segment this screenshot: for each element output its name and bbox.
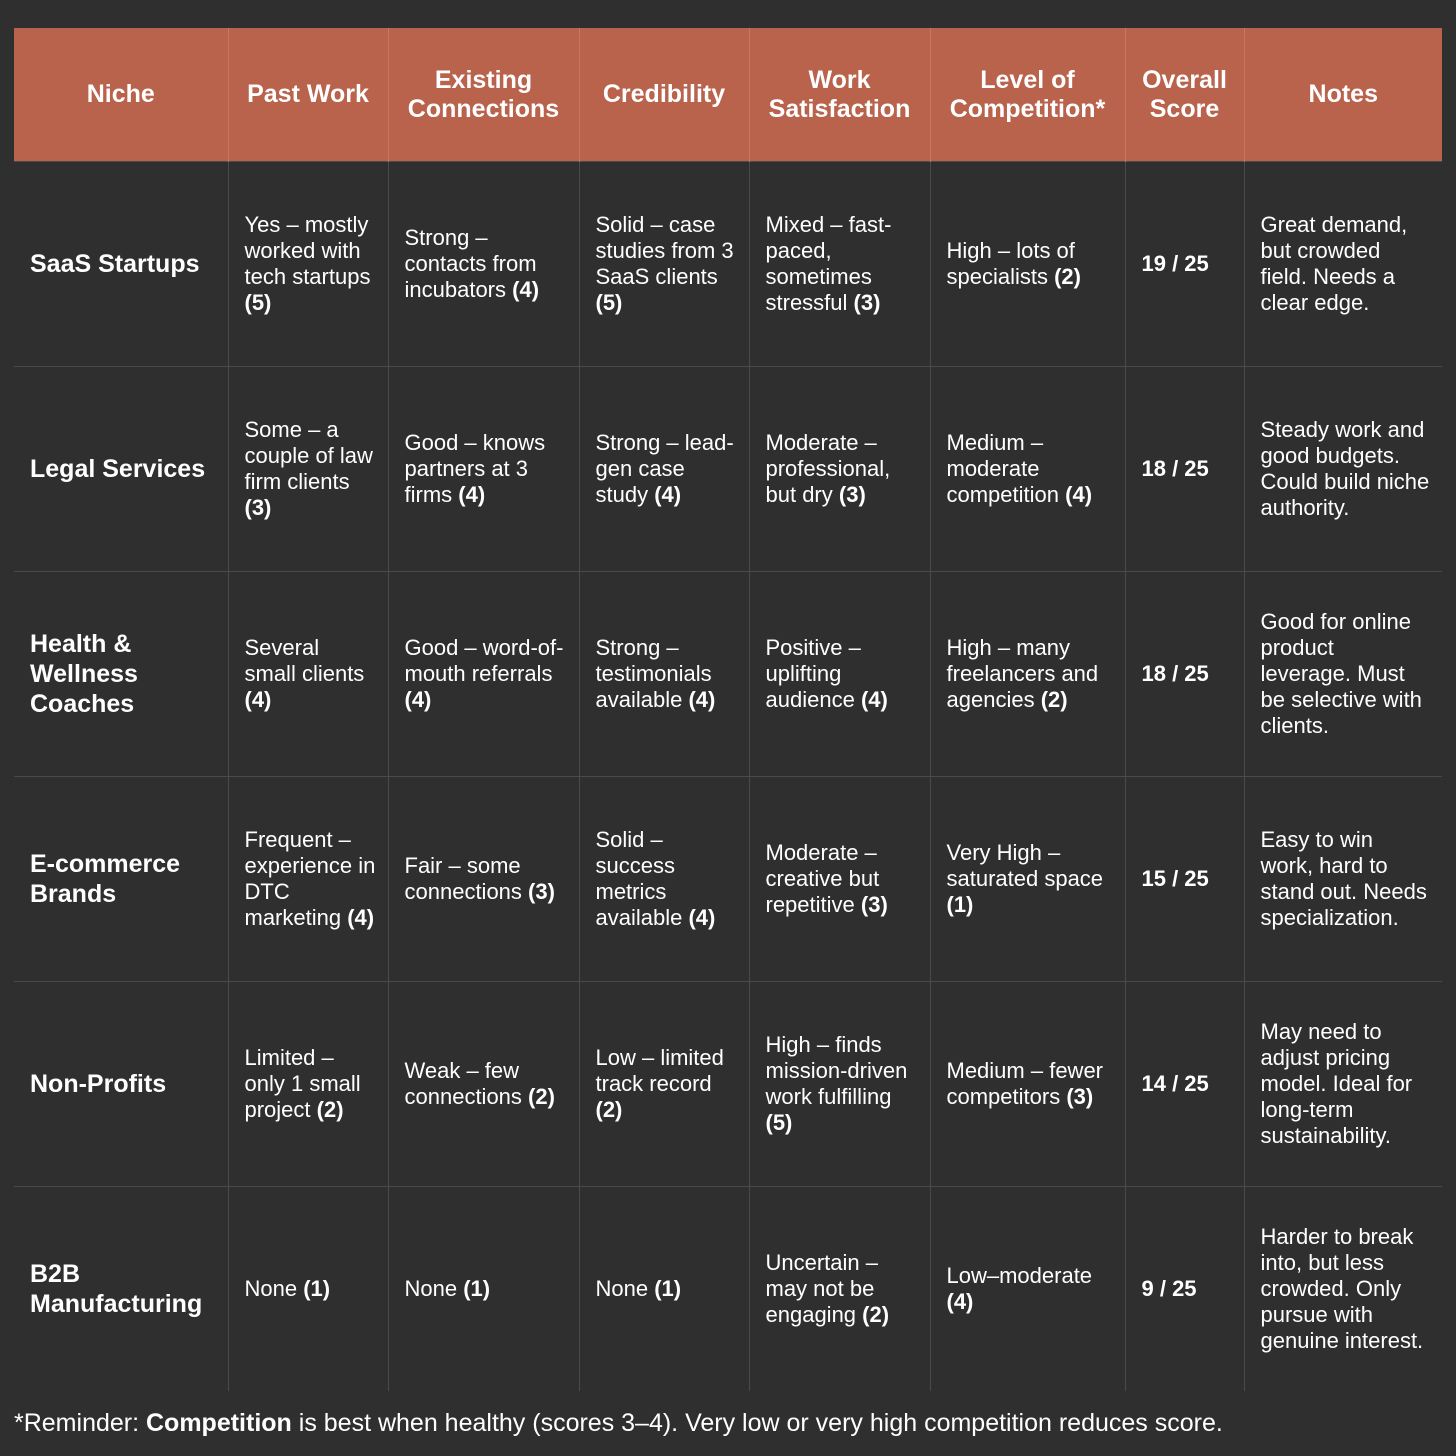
satisfaction-score: (2)	[862, 1302, 890, 1327]
past-work-cell	[228, 367, 388, 572]
overall-score-cell: 14 / 25	[1125, 982, 1244, 1187]
header-credibility: Credibility	[579, 28, 749, 162]
credibility-score: (4)	[654, 482, 682, 507]
overall-score-cell: 19 / 25	[1125, 162, 1244, 367]
competition-cell	[930, 162, 1125, 367]
credibility-text: None	[595, 1276, 649, 1301]
past-work-cell	[228, 777, 388, 982]
header-past-work: Past Work	[228, 28, 388, 162]
satisfaction-cell	[749, 777, 930, 982]
niche-cell: Health & Wellness Coaches	[14, 572, 228, 777]
table-row	[14, 777, 1442, 982]
competition-cell	[930, 367, 1125, 572]
notes-cell: Steady work and good budgets. Could build niche authority.	[1244, 367, 1442, 572]
satisfaction-cell	[749, 367, 930, 572]
satisfaction-text: Uncertain – may not be engaging	[765, 1250, 879, 1327]
header-existing-connections: Existing Connections	[388, 28, 579, 162]
satisfaction-text: High – finds mission-driven work fulfilling	[765, 1032, 908, 1109]
past-work-cell	[228, 1187, 388, 1392]
niche-comparison-table-container	[14, 28, 1442, 1391]
overall-score-cell: 18 / 25	[1125, 572, 1244, 777]
satisfaction-cell	[749, 572, 930, 777]
credibility-cell	[579, 572, 749, 777]
connections-score: (4)	[404, 687, 432, 712]
competition-score: (2)	[1040, 687, 1068, 712]
overall-score-cell: 15 / 25	[1125, 777, 1244, 982]
connections-cell	[388, 982, 579, 1187]
credibility-cell	[579, 982, 749, 1187]
competition-score: (3)	[1066, 1084, 1094, 1109]
connections-cell	[388, 367, 579, 572]
past-work-cell	[228, 982, 388, 1187]
past-work-score: (1)	[303, 1276, 331, 1301]
satisfaction-text: Mixed – fast-paced, sometimes stressful	[765, 212, 892, 315]
credibility-text: Solid – success metrics available	[595, 827, 683, 930]
connections-text: None	[404, 1276, 458, 1301]
satisfaction-score: (3)	[860, 892, 888, 917]
competition-reminder-footnote	[14, 1408, 1223, 1438]
competition-text: Medium – moderate competition	[946, 430, 1060, 507]
competition-cell	[930, 572, 1125, 777]
connections-score: (3)	[528, 879, 555, 904]
competition-score: (4)	[946, 1289, 974, 1314]
competition-score: (2)	[1054, 264, 1081, 289]
connections-text: Fair – some connections	[404, 853, 522, 904]
connections-text: Good – knows partners at 3 firms	[404, 430, 546, 507]
credibility-score: (1)	[654, 1276, 682, 1301]
credibility-cell	[579, 367, 749, 572]
table-row	[14, 367, 1442, 572]
credibility-text: Strong – lead-gen case study	[595, 430, 734, 507]
niche-cell: E-commerce Brands	[14, 777, 228, 982]
past-work-text: Limited – only 1 small project	[244, 1045, 361, 1122]
past-work-text: Yes – mostly worked with tech startups	[244, 212, 371, 289]
connections-score: (2)	[528, 1084, 555, 1109]
satisfaction-score: (5)	[765, 1110, 793, 1135]
notes-cell: Good for online product leverage. Must be selective with clients.	[1244, 572, 1442, 777]
credibility-text: Low – limited track record	[595, 1045, 724, 1096]
header-work-satisfaction: Work Satisfaction	[749, 28, 930, 162]
past-work-score: (5)	[244, 290, 272, 315]
niche-cell: Non-Profits	[14, 982, 228, 1187]
competition-text: Low–moderate	[946, 1263, 1093, 1288]
credibility-text: Strong – testimonials available	[595, 635, 712, 712]
table-row	[14, 982, 1442, 1187]
credibility-score: (4)	[688, 687, 716, 712]
connections-cell	[388, 1187, 579, 1392]
credibility-score: (4)	[688, 905, 716, 930]
connections-cell	[388, 777, 579, 982]
credibility-cell	[579, 1187, 749, 1392]
satisfaction-text: Moderate – professional, but dry	[765, 430, 891, 507]
competition-cell	[930, 1187, 1125, 1392]
header-row	[14, 28, 1442, 162]
past-work-score: (4)	[347, 905, 375, 930]
competition-text: Medium – fewer competitors	[946, 1058, 1104, 1109]
footnote-prefix: *Reminder:	[14, 1409, 146, 1437]
credibility-text: Solid – case studies from 3 SaaS clients	[595, 212, 734, 289]
connections-text: Good – word-of-mouth referrals	[404, 635, 564, 686]
table-row	[14, 162, 1442, 367]
past-work-text: Some – a couple of law firm clients	[244, 417, 373, 494]
past-work-cell	[228, 572, 388, 777]
satisfaction-cell	[749, 162, 930, 367]
competition-text: Very High – saturated space	[946, 840, 1104, 891]
notes-cell: Easy to win work, hard to stand out. Needs specialization.	[1244, 777, 1442, 982]
footnote-bold-term: Competition	[146, 1409, 292, 1437]
connections-text: Strong – contacts from incubators	[404, 225, 537, 302]
past-work-score: (2)	[316, 1097, 344, 1122]
competition-text: High – lots of specialists	[946, 238, 1075, 289]
satisfaction-text: Moderate – creative but repetitive	[765, 840, 880, 917]
header-niche: Niche	[14, 28, 228, 162]
competition-score: (4)	[1065, 482, 1093, 507]
table-row	[14, 1187, 1442, 1392]
overall-score-cell: 18 / 25	[1125, 367, 1244, 572]
header-level-of-competition: Level of Competition*	[930, 28, 1125, 162]
niche-cell: SaaS Startups	[14, 162, 228, 367]
credibility-cell	[579, 162, 749, 367]
competition-text: High – many freelancers and agencies	[946, 635, 1099, 712]
connections-cell	[388, 162, 579, 367]
past-work-score: (3)	[244, 495, 272, 520]
connections-cell	[388, 572, 579, 777]
header-overall-score: Overall Score	[1125, 28, 1244, 162]
credibility-score: (2)	[595, 1097, 623, 1122]
niche-comparison-table	[14, 28, 1442, 1391]
past-work-score: (4)	[244, 687, 272, 712]
connections-score: (4)	[458, 482, 486, 507]
satisfaction-score: (4)	[860, 687, 888, 712]
competition-cell	[930, 777, 1125, 982]
notes-cell: May need to adjust pricing model. Ideal for long-term sustainability.	[1244, 982, 1442, 1187]
past-work-text: Several small clients	[244, 635, 365, 686]
satisfaction-cell	[749, 982, 930, 1187]
past-work-text: Frequent – experience in DTC marketing	[244, 827, 376, 930]
connections-score: (4)	[512, 277, 540, 302]
footnote-suffix: is best when healthy (scores 3–4). Very low or very high competition reduces score.	[291, 1409, 1223, 1437]
notes-cell: Great demand, but crowded field. Needs a clear edge.	[1244, 162, 1442, 367]
header-notes: Notes	[1244, 28, 1442, 162]
competition-cell	[930, 982, 1125, 1187]
niche-cell: Legal Services	[14, 367, 228, 572]
past-work-text: None	[244, 1276, 298, 1301]
connections-score: (1)	[463, 1276, 491, 1301]
satisfaction-text: Positive – uplifting audience	[765, 635, 861, 712]
satisfaction-cell	[749, 1187, 930, 1392]
notes-cell: Harder to break into, but less crowded. Only pursue with genuine interest.	[1244, 1187, 1442, 1392]
competition-score: (1)	[946, 892, 974, 917]
overall-score-cell: 9 / 25	[1125, 1187, 1244, 1392]
credibility-score: (5)	[595, 290, 623, 315]
connections-text: Weak – few connections	[404, 1058, 522, 1109]
niche-cell: B2B Manufacturing	[14, 1187, 228, 1392]
satisfaction-score: (3)	[838, 482, 866, 507]
past-work-cell	[228, 162, 388, 367]
credibility-cell	[579, 777, 749, 982]
satisfaction-score: (3)	[853, 290, 881, 315]
table-row	[14, 572, 1442, 777]
